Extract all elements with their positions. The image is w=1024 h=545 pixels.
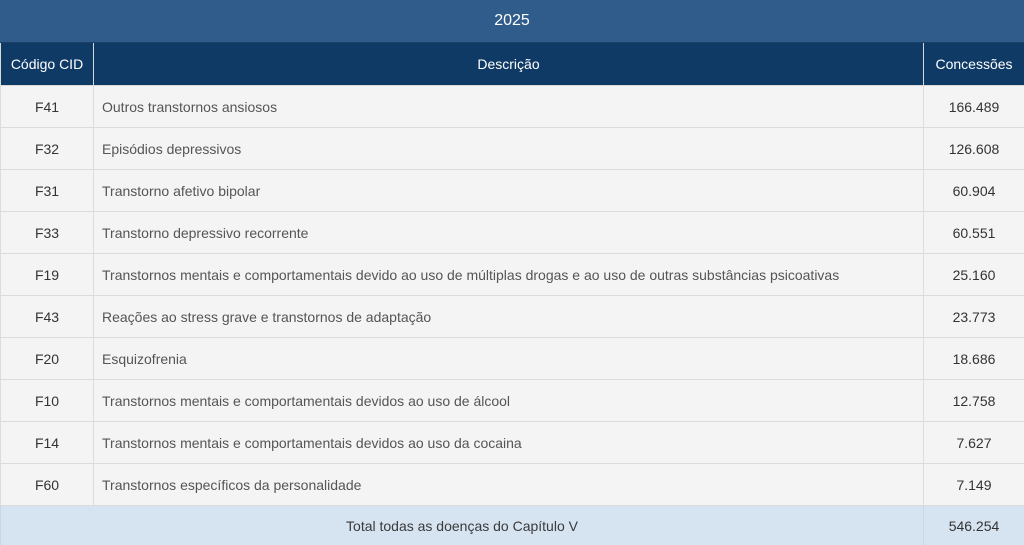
table-row bbox=[1, 422, 1024, 464]
cell-description: Outros transtornos ansiosos bbox=[94, 86, 924, 128]
cell-value: 166.489 bbox=[924, 86, 1024, 128]
cell-description: Transtornos mentais e comportamentais devidos ao uso da cocaina bbox=[94, 422, 924, 464]
cell-code: F43 bbox=[1, 296, 94, 338]
cell-value: 25.160 bbox=[924, 254, 1024, 296]
header-code: Código CID bbox=[1, 43, 94, 86]
header-row bbox=[1, 43, 1024, 86]
total-value: 546.254 bbox=[924, 506, 1024, 545]
cell-description: Transtornos mentais e comportamentais devidos ao uso de álcool bbox=[94, 380, 924, 422]
cell-code: F32 bbox=[1, 128, 94, 170]
table-body bbox=[1, 86, 1024, 506]
cell-value: 126.608 bbox=[924, 128, 1024, 170]
total-row bbox=[1, 506, 1024, 545]
cell-code: F20 bbox=[1, 338, 94, 380]
cell-code: F31 bbox=[1, 170, 94, 212]
cell-description: Transtorno afetivo bipolar bbox=[94, 170, 924, 212]
table-title: 2025 bbox=[0, 0, 1024, 43]
table-row bbox=[1, 212, 1024, 254]
cell-value: 60.551 bbox=[924, 212, 1024, 254]
cell-code: F33 bbox=[1, 212, 94, 254]
table-row bbox=[1, 170, 1024, 212]
cell-code: F60 bbox=[1, 464, 94, 506]
cell-code: F19 bbox=[1, 254, 94, 296]
cell-description: Transtornos específicos da personalidade bbox=[94, 464, 924, 506]
table-row bbox=[1, 338, 1024, 380]
table-row bbox=[1, 380, 1024, 422]
table-row bbox=[1, 254, 1024, 296]
table-row bbox=[1, 464, 1024, 506]
cell-code: F10 bbox=[1, 380, 94, 422]
table-row bbox=[1, 128, 1024, 170]
table-row bbox=[1, 296, 1024, 338]
cid-concessions-table bbox=[0, 43, 1024, 545]
total-label: Total todas as doenças do Capítulo V bbox=[1, 506, 924, 545]
cell-code: F14 bbox=[1, 422, 94, 464]
cell-description: Reações ao stress grave e transtornos de adaptação bbox=[94, 296, 924, 338]
table-row bbox=[1, 86, 1024, 128]
cell-description: Esquizofrenia bbox=[94, 338, 924, 380]
header-concessions: Concessões bbox=[924, 43, 1024, 86]
cell-description: Episódios depressivos bbox=[94, 128, 924, 170]
cell-value: 60.904 bbox=[924, 170, 1024, 212]
cell-description: Transtornos mentais e comportamentais devido ao uso de múltiplas drogas e ao uso de outras substâncias psicoativas bbox=[94, 254, 924, 296]
cell-value: 23.773 bbox=[924, 296, 1024, 338]
cell-description: Transtorno depressivo recorrente bbox=[94, 212, 924, 254]
cell-value: 7.149 bbox=[924, 464, 1024, 506]
cell-value: 7.627 bbox=[924, 422, 1024, 464]
header-description: Descrição bbox=[94, 43, 924, 86]
cell-value: 18.686 bbox=[924, 338, 1024, 380]
cell-code: F41 bbox=[1, 86, 94, 128]
cell-value: 12.758 bbox=[924, 380, 1024, 422]
